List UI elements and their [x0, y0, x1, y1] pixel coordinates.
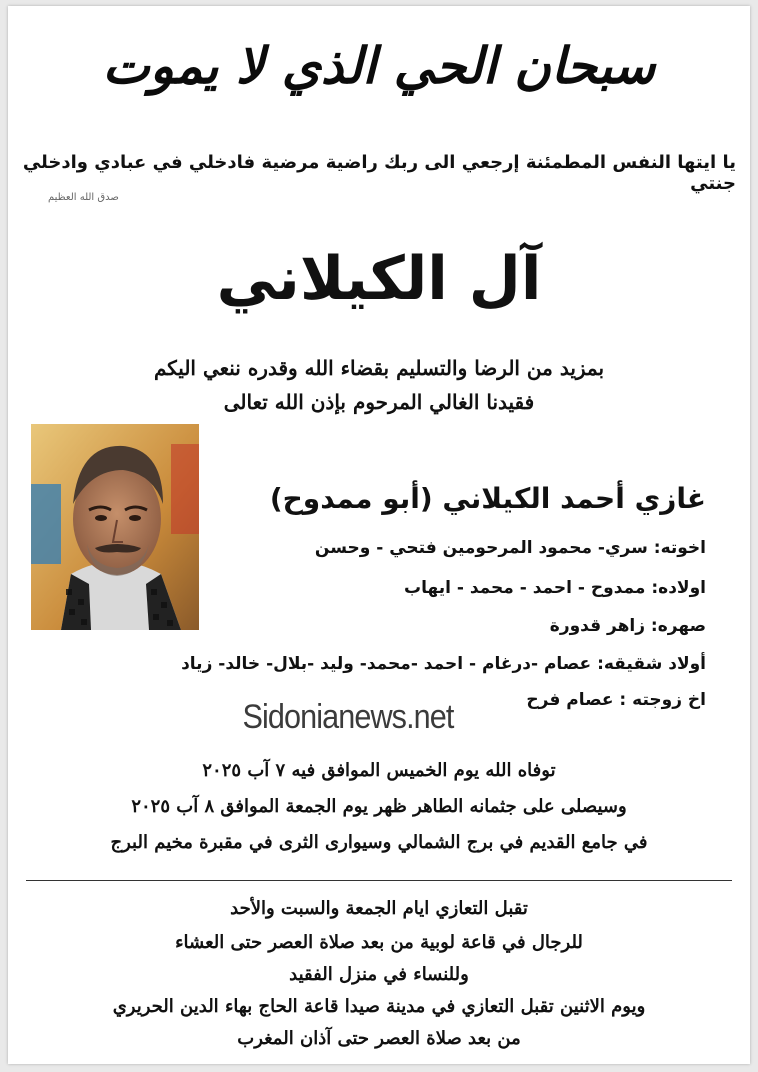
quran-verse: يا ايتها النفس المطمئنة إرجعي الى ربك راضية مرضية فادخلي في عبادي وادخلي جنتي [22, 152, 736, 194]
death-notice-line-1: توفاه الله يوم الخميس الموافق فيه ٧ آب ٢٠٢٥ [202, 760, 556, 781]
verse-closing: صدق الله العظيم [48, 192, 119, 203]
deceased-name: غازي أحمد الكيلاني (أبو ممدوح) [269, 482, 706, 515]
condolence-line-3: وللنساء في منزل الفقيد [289, 964, 469, 985]
condolence-line-5: من بعد صلاة العصر حتى آذان المغرب [237, 1028, 521, 1049]
deceased-photo [31, 424, 199, 630]
announcement-line-2: فقيدنا الغالي المرحوم بإذن الله تعالى [223, 390, 535, 414]
condolence-line-4: ويوم الاثنين تقبل التعازي في مدينة صيدا قاعة الحاج بهاء الدين الحريري [112, 996, 646, 1017]
relatives-brothers: اخوته: سري- محمود المرحومين فتحي - وحسن [314, 538, 706, 558]
family-name-title: آل الكيلاني [216, 244, 542, 314]
relatives-nephews: أولاد شقيقه: عصام -درغام - احمد -محمد- وليد -بلال- خالد- زياد [181, 654, 706, 674]
condolence-line-1: تقبل التعازي ايام الجمعة والسبت والأحد [230, 898, 528, 919]
site-watermark: Sidonianews.net [242, 698, 454, 736]
relatives-children: اولاده: ممدوح - احمد - محمد - ايهاب [404, 578, 706, 598]
death-notice-line-2: وسيصلى على جثمانه الطاهر ظهر يوم الجمعة الموافق ٨ آب ٢٠٢٥ [131, 796, 627, 817]
calligraphy-header: سبحان الحي الذي لا يموت [102, 36, 656, 95]
announcement-line-1: بمزيد من الرضا والتسليم بقضاء الله وقدره ننعي اليكم [153, 356, 605, 380]
section-divider [26, 880, 732, 881]
condolence-line-2: للرجال في قاعة لوبية من بعد صلاة العصر حتى العشاء [175, 932, 583, 953]
relatives-wife-brother: اخ زوجته : عصام فرح [526, 690, 706, 710]
relatives-son-in-law: صهره: زاهر قدورة [549, 616, 706, 636]
death-notice-line-3: في جامع القديم في برج الشمالي وسيوارى الثرى في مقبرة مخيم البرج [110, 832, 648, 853]
obituary-page [8, 6, 750, 1064]
